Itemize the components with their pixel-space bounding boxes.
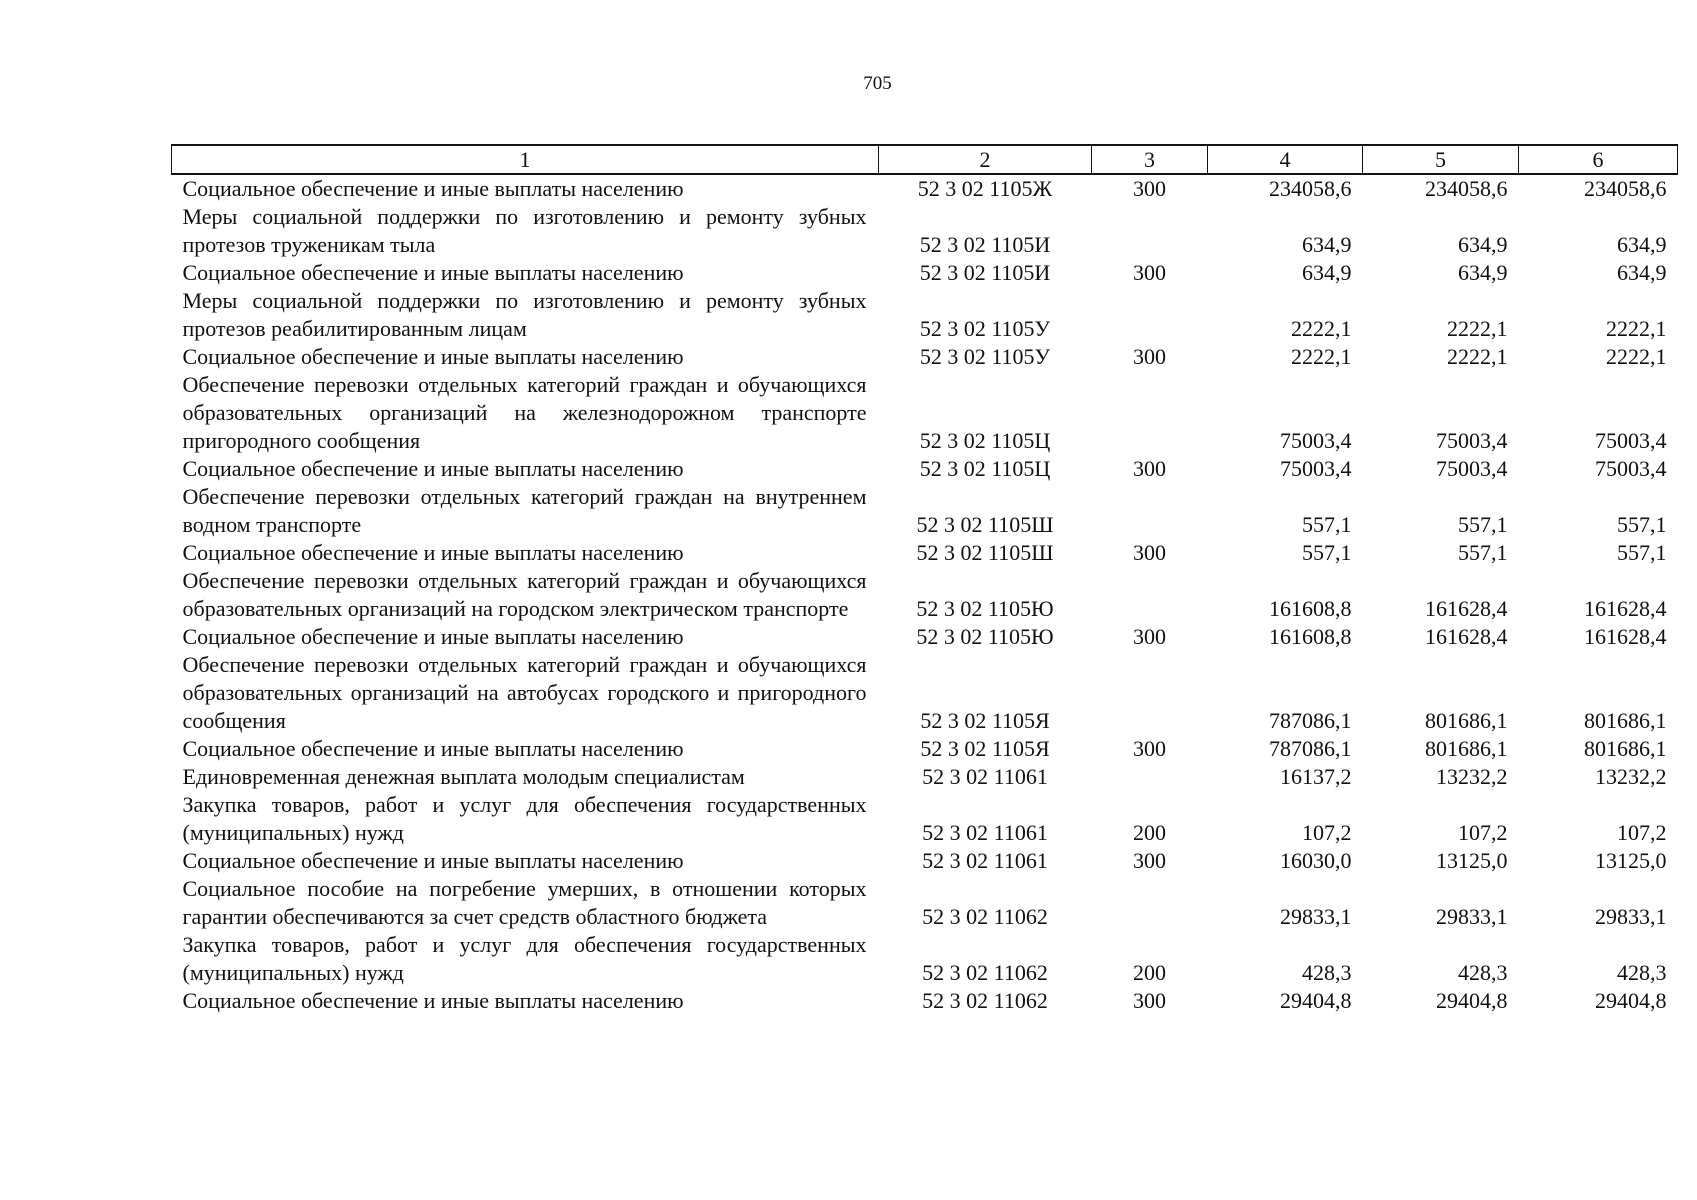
row-value-col6: 634,9 [1617,232,1667,257]
row-value-col6: 13125,0 [1595,848,1667,873]
row-code: 52 3 02 1105Ю [916,624,1054,649]
table-row [172,791,1678,847]
row-expense-type: 300 [1133,736,1166,761]
row-value-col6: 428,3 [1617,960,1667,985]
table-row [172,455,1678,483]
row-value-col4: 634,9 [1302,232,1352,257]
table-row [172,847,1678,875]
row-value-col4: 634,9 [1302,260,1352,285]
row-value-col5: 161628,4 [1425,624,1508,649]
row-value-col5: 557,1 [1458,512,1508,537]
row-value-col5: 234058,6 [1425,176,1508,201]
row-code: 52 3 02 11061 [922,820,1048,845]
header-cell-2: 2 [879,145,1092,174]
row-value-col4: 234058,6 [1269,176,1352,201]
budget-table [171,144,1678,1015]
row-value-col4: 557,1 [1302,512,1352,537]
row-code: 52 3 02 1105И [919,232,1051,257]
row-value-col6: 557,1 [1617,512,1667,537]
row-description: Обеспечение перевозки отдельных категорий граждан на внутреннем водном транспорте [182,484,867,537]
row-expense-type [1092,763,1208,791]
row-expense-type: 300 [1133,456,1166,481]
row-expense-type: 200 [1133,960,1166,985]
row-value-col4: 787086,1 [1269,736,1352,761]
row-code: 52 3 02 1105Ю [916,596,1054,621]
row-value-col4: 16137,2 [1280,764,1352,789]
row-code: 52 3 02 11061 [922,764,1048,789]
row-description: Социальное обеспечение и иные выплаты населению [182,260,684,285]
table-row [172,651,1678,735]
row-value-col6: 13232,2 [1595,764,1667,789]
row-value-col4: 29404,8 [1280,988,1352,1013]
row-value-col4: 428,3 [1302,960,1352,985]
table-row [172,259,1678,287]
row-expense-type [1092,875,1208,931]
row-description: Меры социальной поддержки по изготовлению и ремонту зубных протезов реабилитированным лицам [182,288,867,341]
row-value-col5: 29404,8 [1436,988,1508,1013]
row-value-col4: 29833,1 [1280,904,1352,929]
row-description: Меры социальной поддержки по изготовлению и ремонту зубных протезов труженикам тыла [182,204,867,257]
table-row [172,623,1678,651]
row-expense-type: 300 [1133,624,1166,649]
row-expense-type: 200 [1133,820,1166,845]
row-expense-type: 300 [1133,344,1166,369]
row-value-col5: 2222,1 [1447,316,1508,341]
row-code: 52 3 02 11061 [922,848,1048,873]
row-description: Социальное обеспечение и иные выплаты населению [182,988,684,1013]
row-code: 52 3 02 1105Я [920,736,1050,761]
row-value-col5: 107,2 [1458,820,1508,845]
row-value-col6: 234058,6 [1584,176,1667,201]
row-value-col4: 75003,4 [1280,428,1352,453]
row-description: Социальное обеспечение и иные выплаты населению [182,344,684,369]
row-value-col4: 787086,1 [1269,708,1352,733]
row-description: Социальное обеспечение и иные выплаты населению [182,456,684,481]
row-value-col4: 2222,1 [1291,316,1352,341]
row-code: 52 3 02 1105У [919,316,1051,341]
row-value-col6: 801686,1 [1584,708,1667,733]
table-row [172,174,1678,203]
row-description: Единовременная денежная выплата молодым специалистам [182,764,745,789]
header-cell-3: 3 [1092,145,1208,174]
row-description: Обеспечение перевозки отдельных категорий граждан и обучающихся образовательных организаций на автобусах городского и пригородного сообщения [182,652,867,733]
row-value-col4: 161608,8 [1269,624,1352,649]
row-value-col5: 161628,4 [1425,596,1508,621]
row-code: 52 3 02 1105Ц [919,456,1051,481]
header-row [172,145,1678,174]
row-expense-type: 300 [1133,540,1166,565]
row-value-col5: 428,3 [1458,960,1508,985]
row-code: 52 3 02 1105Ш [916,512,1054,537]
row-value-col5: 801686,1 [1425,708,1508,733]
table-header [172,145,1678,174]
row-value-col5: 13125,0 [1436,848,1508,873]
header-cell-1: 1 [172,145,879,174]
row-value-col6: 29833,1 [1595,904,1667,929]
row-description: Закупка товаров, работ и услуг для обеспечения государственных (муниципальных) нужд [182,792,867,845]
table-row [172,343,1678,371]
table-row [172,987,1678,1015]
row-description: Закупка товаров, работ и услуг для обеспечения государственных (муниципальных) нужд [182,932,867,985]
table-row [172,203,1678,259]
row-value-col4: 557,1 [1302,540,1352,565]
header-cell-6: 6 [1519,145,1678,174]
row-code: 52 3 02 1105Я [920,708,1050,733]
table-row [172,287,1678,343]
table-row [172,567,1678,623]
row-description: Социальное обеспечение и иные выплаты населению [182,848,684,873]
row-value-col5: 801686,1 [1425,736,1508,761]
row-code: 52 3 02 1105У [919,344,1051,369]
row-value-col6: 557,1 [1617,540,1667,565]
row-expense-type [1092,371,1208,455]
row-value-col5: 13232,2 [1436,764,1508,789]
row-description: Обеспечение перевозки отдельных категорий граждан и обучающихся образовательных организаций на городском электрическом транспорте [182,568,867,621]
row-value-col5: 557,1 [1458,540,1508,565]
table-row [172,483,1678,539]
row-code: 52 3 02 11062 [922,988,1048,1013]
row-description: Обеспечение перевозки отдельных категорий граждан и обучающихся образовательных организаций на железнодорожном транспорте пригородного сообщения [182,372,867,453]
row-value-col5: 75003,4 [1436,456,1508,481]
row-value-col6: 107,2 [1617,820,1667,845]
row-code: 52 3 02 1105И [919,260,1051,285]
row-value-col6: 75003,4 [1595,428,1667,453]
row-value-col5: 634,9 [1458,260,1508,285]
row-value-col4: 161608,8 [1269,596,1352,621]
row-value-col5: 2222,1 [1447,344,1508,369]
table-row [172,735,1678,763]
row-expense-type: 300 [1133,848,1166,873]
row-code: 52 3 02 1105Ш [916,540,1054,565]
row-code: 52 3 02 1105Ж [917,176,1053,201]
page-number: 705 [863,73,892,94]
row-value-col5: 75003,4 [1436,428,1508,453]
row-code: 52 3 02 11062 [922,904,1048,929]
header-cell-5: 5 [1363,145,1519,174]
row-description: Социальное обеспечение и иные выплаты населению [182,176,684,201]
table-row [172,931,1678,987]
row-description: Социальное обеспечение и иные выплаты населению [182,624,684,649]
row-description: Социальное обеспечение и иные выплаты населению [182,540,684,565]
table-row [172,875,1678,931]
table-body [172,174,1678,1015]
row-expense-type: 300 [1133,988,1166,1013]
row-value-col6: 75003,4 [1595,456,1667,481]
row-value-col6: 801686,1 [1584,736,1667,761]
row-expense-type [1092,287,1208,343]
row-value-col6: 2222,1 [1606,344,1667,369]
row-expense-type [1092,651,1208,735]
row-value-col4: 75003,4 [1280,456,1352,481]
row-value-col4: 107,2 [1302,820,1352,845]
row-description: Социальное пособие на погребение умерших, в отношении которых гарантии обеспечиваются за счет средств областного бюджета [182,876,867,929]
row-value-col6: 634,9 [1617,260,1667,285]
row-value-col5: 29833,1 [1436,904,1508,929]
row-expense-type: 300 [1133,176,1166,201]
table-row [172,371,1678,455]
row-code: 52 3 02 11062 [922,960,1048,985]
row-description: Социальное обеспечение и иные выплаты населению [182,736,684,761]
row-code: 52 3 02 1105Ц [919,428,1051,453]
row-value-col4: 2222,1 [1291,344,1352,369]
row-expense-type [1092,203,1208,259]
row-value-col6: 29404,8 [1595,988,1667,1013]
row-value-col6: 161628,4 [1584,624,1667,649]
row-value-col6: 2222,1 [1606,316,1667,341]
row-expense-type [1092,567,1208,623]
row-expense-type: 300 [1133,260,1166,285]
table-row [172,763,1678,791]
row-expense-type [1092,483,1208,539]
table-row [172,539,1678,567]
header-cell-4: 4 [1208,145,1363,174]
row-value-col4: 16030,0 [1280,848,1352,873]
row-value-col5: 634,9 [1458,232,1508,257]
row-value-col6: 161628,4 [1584,596,1667,621]
